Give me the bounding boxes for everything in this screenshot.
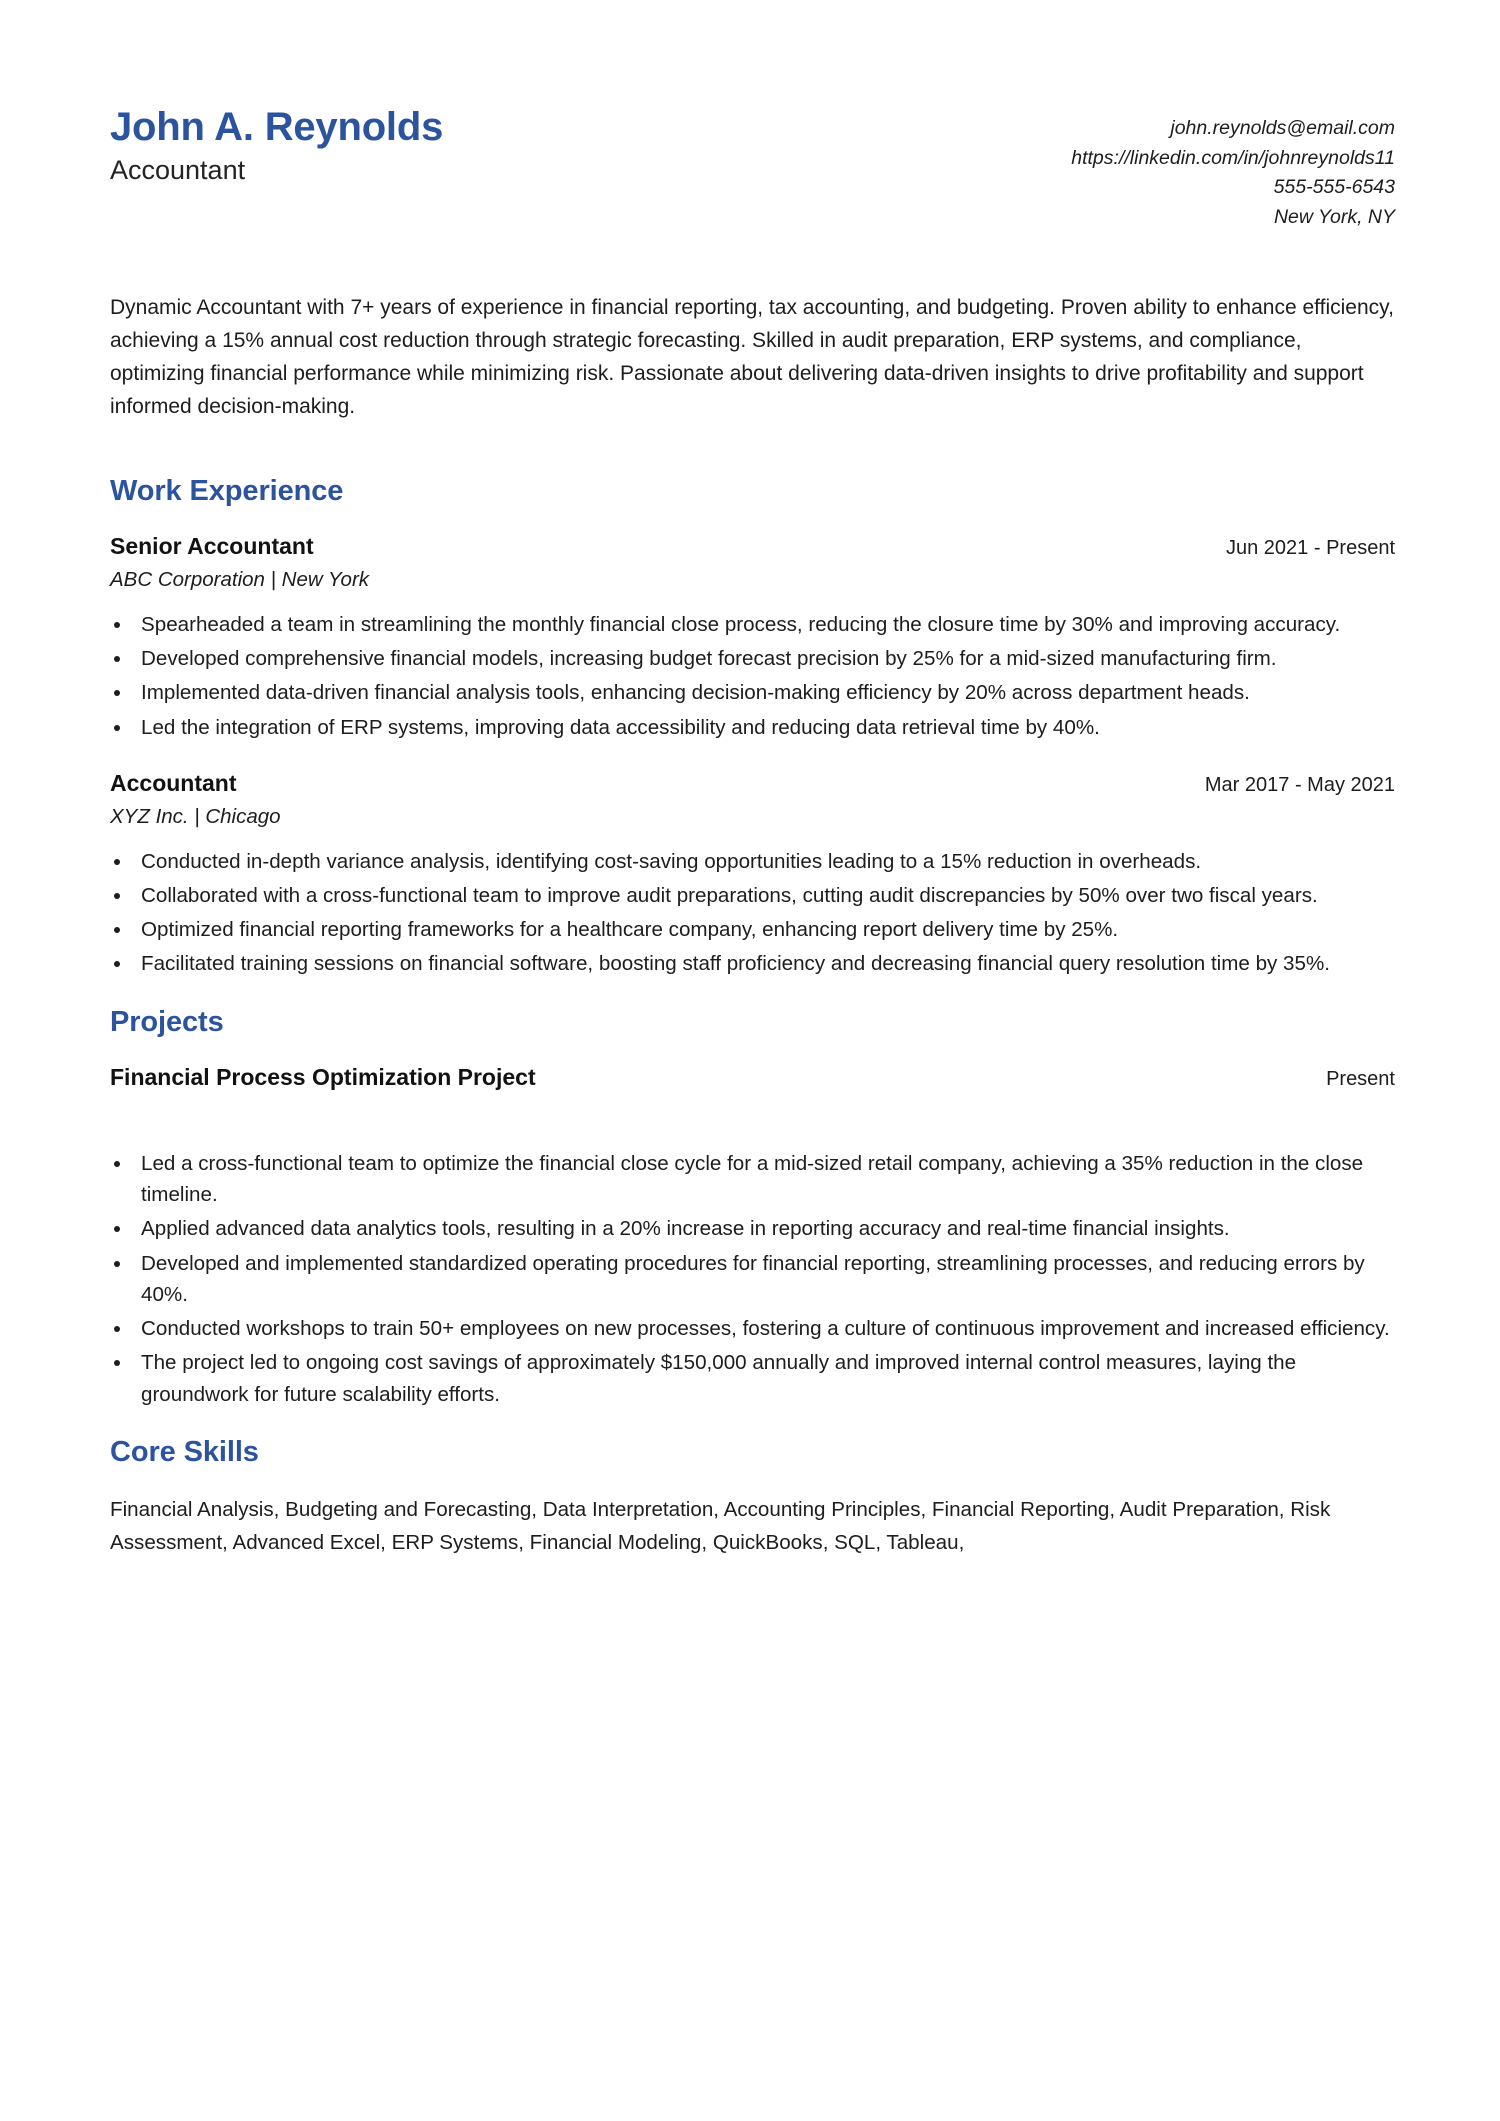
project-entry bbox=[110, 1063, 1395, 1410]
section-projects bbox=[110, 1006, 1395, 1410]
identity-block bbox=[110, 100, 443, 186]
section-title-core-skills: Core Skills bbox=[110, 1436, 259, 1469]
bullet-item: Optimized financial reporting frameworks for a healthcare company, enhancing report delivery time by 25%. bbox=[110, 914, 1395, 945]
bullet-item: Conducted workshops to train 50+ employees on new processes, fostering a culture of continuous improvement and increased efficiency. bbox=[110, 1313, 1395, 1344]
bullet-item: Applied advanced data analytics tools, resulting in a 20% increase in reporting accuracy and real-time financial insights. bbox=[110, 1213, 1395, 1244]
bullet-item: Facilitated training sessions on financial software, boosting staff proficiency and decreasing financial query resolution time by 35%. bbox=[110, 948, 1395, 979]
bullet-item: Conducted in-depth variance analysis, identifying cost-saving opportunities leading to a 15% reduction in overheads. bbox=[110, 846, 1395, 877]
project-entry-head bbox=[110, 1063, 1395, 1093]
work-entry-head bbox=[110, 532, 1395, 562]
contact-email[interactable]: john.reynolds@email.com bbox=[1170, 117, 1395, 139]
candidate-job-title: Accountant bbox=[110, 155, 246, 186]
contact-phone[interactable]: 555-555-6543 bbox=[1273, 176, 1395, 199]
contact-block bbox=[1071, 100, 1395, 233]
work-entry-company: XYZ Inc. | Chicago bbox=[110, 804, 281, 828]
bullet-item: Led the integration of ERP systems, improving data accessibility and reducing data retrieval time by 40%. bbox=[110, 712, 1395, 743]
project-entry-subtitle bbox=[110, 1096, 1395, 1132]
bullet-item: Developed and implemented standardized operating procedures for financial reporting, streamlining processes, and reducing errors by 40%. bbox=[110, 1248, 1395, 1311]
project-entry-date: Present bbox=[1326, 1067, 1395, 1090]
work-entry-date: Jun 2021 - Present bbox=[1226, 537, 1395, 560]
professional-summary: Dynamic Accountant with 7+ years of experience in financial reporting, tax accounting, and budgeting. Proven ability to enhance efficiency, achieving a 15% annual cost reduction through strategic forecasting. Skilled in audit preparation, ERP systems, and compliance, optimizing financial performance while minimizing risk. Passionate about delivering data-driven insights to drive profitability and support informed decision-making. bbox=[110, 295, 1394, 419]
project-entry-title: Financial Process Optimization Project bbox=[110, 1063, 536, 1090]
bullet-item: The project led to ongoing cost savings of approximately $150,000 annually and improved internal control measures, laying the groundwork for future scalability efforts. bbox=[110, 1347, 1395, 1410]
section-core-skills bbox=[110, 1436, 1395, 1560]
section-title-projects: Projects bbox=[110, 1005, 224, 1038]
contact-linkedin[interactable]: https://linkedin.com/in/johnreynolds11 bbox=[1071, 146, 1395, 169]
contact-location: New York, NY bbox=[1273, 205, 1395, 228]
candidate-name: John A. Reynolds bbox=[110, 105, 444, 149]
bullet-item: Spearheaded a team in streamlining the monthly financial close process, reducing the closure time by 30% and improving accuracy. bbox=[110, 609, 1395, 640]
work-entry bbox=[110, 532, 1395, 743]
work-entry-company: ABC Corporation | New York bbox=[110, 568, 370, 592]
bullet-item: Led a cross-functional team to optimize the financial close cycle for a mid-sized retail company, achieving a 35% reduction in the close timeline. bbox=[110, 1148, 1395, 1211]
section-title-work-experience: Work Experience bbox=[110, 475, 344, 508]
work-entry-role: Senior Accountant bbox=[110, 533, 314, 560]
work-entry bbox=[110, 769, 1395, 980]
core-skills-list: Financial Analysis, Budgeting and Forecasting, Data Interpretation, Accounting Principles, Financial Reporting, Audit Preparation, Risk Assessment, Advanced Excel, ERP Systems, Financial Modeling, QuickBooks, SQL, Tableau, bbox=[110, 1498, 1331, 1555]
bullet-item: Developed comprehensive financial models, increasing budget forecast precision by 25% for a mid-sized manufacturing firm. bbox=[110, 643, 1395, 674]
work-entry-date: Mar 2017 - May 2021 bbox=[1204, 773, 1395, 796]
resume-header bbox=[110, 100, 1395, 233]
work-entry-bullets bbox=[110, 846, 1395, 980]
work-entry-role: Accountant bbox=[110, 769, 237, 796]
bullet-item: Implemented data-driven financial analysis tools, enhancing decision-making efficiency by 20% across department heads. bbox=[110, 677, 1395, 708]
bullet-item: Collaborated with a cross-functional team to improve audit preparations, cutting audit discrepancies by 50% over two fiscal years. bbox=[110, 880, 1395, 911]
section-work-experience bbox=[110, 475, 1395, 980]
project-entry-bullets bbox=[110, 1148, 1395, 1410]
work-entry-head bbox=[110, 769, 1395, 799]
work-entry-bullets bbox=[110, 609, 1395, 743]
